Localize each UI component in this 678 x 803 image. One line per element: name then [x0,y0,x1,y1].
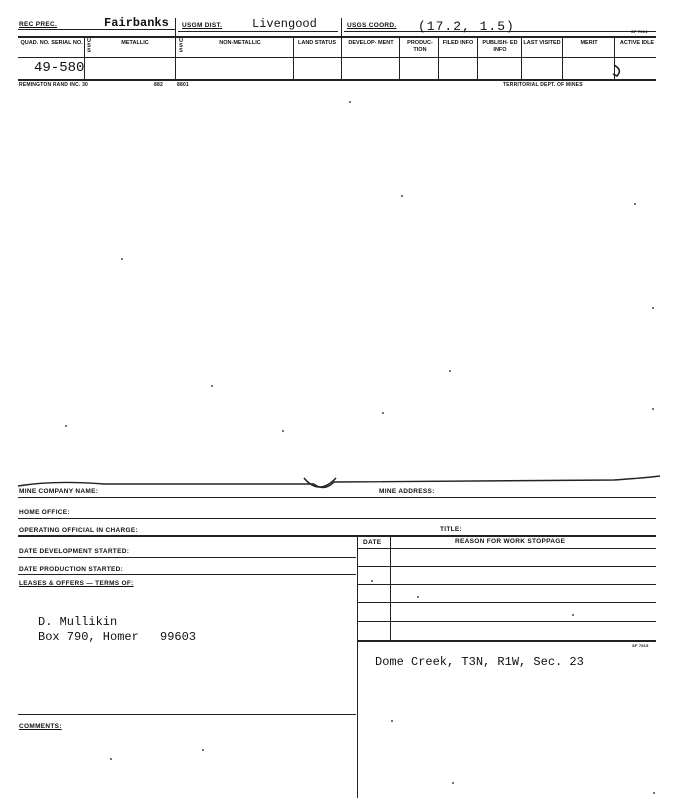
scan-speck [653,792,655,794]
divider [562,37,563,80]
scan-speck [401,195,403,197]
rule [18,535,656,537]
title-label: TITLE: [440,526,463,533]
usgm-dist-underline [178,31,338,32]
col-production: PRODUC- TION [407,40,433,53]
col-published-info: PUBLISH- ED INFO [482,40,518,53]
header-rule [18,36,656,38]
scan-speck [65,425,67,427]
rule [358,566,656,567]
footer-mid2-print: 8801 [177,82,189,88]
check-mark-icon [611,62,631,78]
scan-speck [202,749,204,751]
rule [18,574,356,575]
usgm-dist-value: Livengood [252,17,317,31]
divider [477,37,478,80]
operating-official-label: OPERATING OFFICIAL IN CHARGE: [19,527,138,534]
scan-speck [382,412,384,414]
col-development: DEVELOP- MENT [348,40,394,46]
col-merit: MERIT [580,40,598,46]
scan-speck [282,430,284,432]
col-active-idle: ACTIVE IDLE [619,40,655,46]
scan-speck [652,408,654,410]
rule [358,602,656,603]
divider [521,37,522,80]
card-edge [14,468,664,494]
rule [358,584,656,585]
column-header-rule [18,57,656,58]
rule [358,621,656,622]
usgm-dist-label: USGM DIST. [182,22,223,29]
col-quad-no: QUAD. NO. [20,40,50,46]
lease-zip: 99603 [160,630,197,644]
scan-speck [391,720,393,722]
scan-speck [452,782,454,784]
scan-speck [211,385,213,387]
scan-speck [110,758,112,760]
home-office-label: HOME OFFICE: [19,509,70,516]
mine-company-name-label: MINE COMPANY NAME: [19,488,99,495]
scan-speck [634,203,636,205]
divider [293,37,294,80]
divider [399,37,400,80]
divider [390,535,391,640]
scan-speck [572,614,574,616]
rule [18,714,356,715]
scan-speck [652,307,654,309]
scan-speck [121,258,123,260]
form-code-top: SF 7914 [631,29,648,34]
rec-prec-value: Fairbanks [104,16,169,30]
date-development-label: DATE DEVELOPMENT STARTED: [19,548,130,555]
scan-speck [371,580,373,582]
scan-speck [449,370,451,372]
col-us1: U S S [87,38,91,54]
date-production-label: DATE PRODUCTION STARTED: [19,566,124,573]
form-code-bottom: SF 7915 [632,643,649,648]
col-land-status: LAND STATUS [298,40,336,46]
serial-value: 49-580 [34,60,85,76]
col-last-visited: LAST VISITED [523,40,561,46]
leases-label: LEASES & OFFERS — TERMS OF: [19,580,134,587]
rec-prec-label: REC PREC. [19,21,58,28]
divider [438,37,439,80]
scan-speck [349,101,351,103]
divider [341,18,342,80]
rule [358,640,656,642]
lease-address: Box 790, Homer [38,630,139,644]
usgs-coord-value: (17.2, 1.5) [418,19,515,34]
col-us2: U S S [179,38,183,54]
reason-column-header: REASON FOR WORK STOPPAGE [455,538,566,545]
card-bottom-rule [18,79,656,81]
rule [18,497,656,498]
comments-label: COMMENTS: [19,723,62,730]
date-column-header: DATE [363,539,382,546]
scan-speck [417,596,419,598]
rule [358,548,656,549]
divider [357,535,358,798]
col-metallic: METALLIC [121,40,149,46]
mine-address-label: MINE ADDRESS: [379,488,435,495]
col-non-metallic: NON-METALLIC [219,40,261,46]
footer-right-print: TERRITORIAL DEPT. OF MINES [503,82,583,88]
lease-name: D. Mullikin [38,615,118,629]
footer-left-print: REMINGTON RAND INC. 30 [19,82,89,88]
rule [18,557,356,558]
rule [18,518,656,519]
divider [175,18,176,80]
col-serial-no: SERIAL NO. [51,40,83,46]
col-filed-info: FILED INFO [442,40,474,46]
location-text: Dome Creek, T3N, R1W, Sec. 23 [375,655,584,669]
usgs-coord-label: USGS COORD. [347,22,397,29]
footer-mid1-print: 882 [154,82,163,88]
